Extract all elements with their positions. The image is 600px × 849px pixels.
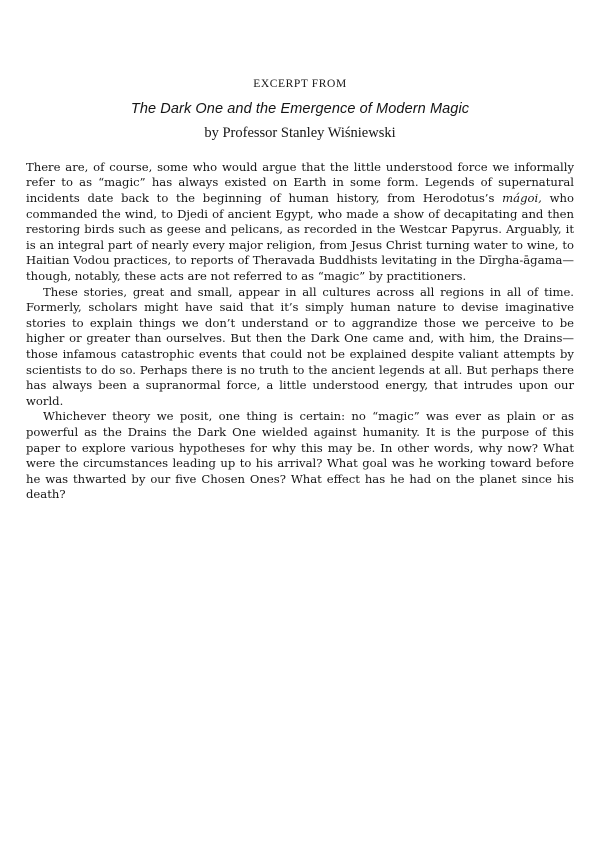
author-byline: by Professor Stanley Wiśniewski (204, 124, 396, 141)
work-title: The Dark One and the Emergence of Modern Magic (130, 100, 470, 117)
body-paragraph: There are, of course, some who would argue that the little understood force we informally refer to as “magic” has always existed on Earth in some form. Legends of supernatural incidents date back to the beginning of human history, from Herodotus’s mágoi, who commanded the wind, to Djedi of ancient Egypt, who made a show of decapitating and then restoring birds such as geese and pelicans, as recorded in the Westcar Papyrus. Arguably, it is an integral part of nearly every major religion, from Jesus Christ turning water to wine, to Haitian Vodou practices, to reports of Theravada Buddhists levitating in the Dīrgha-āgama—though, notably, these acts are not referred to as “magic” by practitioners. (26, 159, 574, 284)
body-paragraph: These stories, great and small, appear in all cultures across all regions in all of time. Formerly, scholars might have said that it’s simply human nature to devise imaginative stories to explain things we don’t understand or to aggrandize those we perceive to be higher or greater than ourselves. But then the Dark One came and, with him, the Drains—those infamous catastrophic events that could not be explained despite valiant attempts by scientists to do so. Perhaps there is no truth to the ancient legends at all. But perhaps there has always been a supranormal force, a little understood energy, that intrudes upon our world. (26, 284, 574, 408)
document-body (26, 160, 574, 503)
italic-term: mágoi, (502, 191, 542, 206)
document-header (26, 78, 574, 142)
excerpt-label: EXCERPT FROM (253, 78, 347, 90)
body-paragraph: Whichever theory we posit, one thing is certain: no “magic” was ever as plain or as powerful as the Drains the Dark One wielded against humanity. It is the purpose of this paper to explore various hypotheses for why this may be. In other words, why now? What were the circumstances leading up to his arrival? What goal was he working toward before he was thwarted by our five Chosen Ones? What effect has he had on the planet since his death? (26, 409, 574, 502)
